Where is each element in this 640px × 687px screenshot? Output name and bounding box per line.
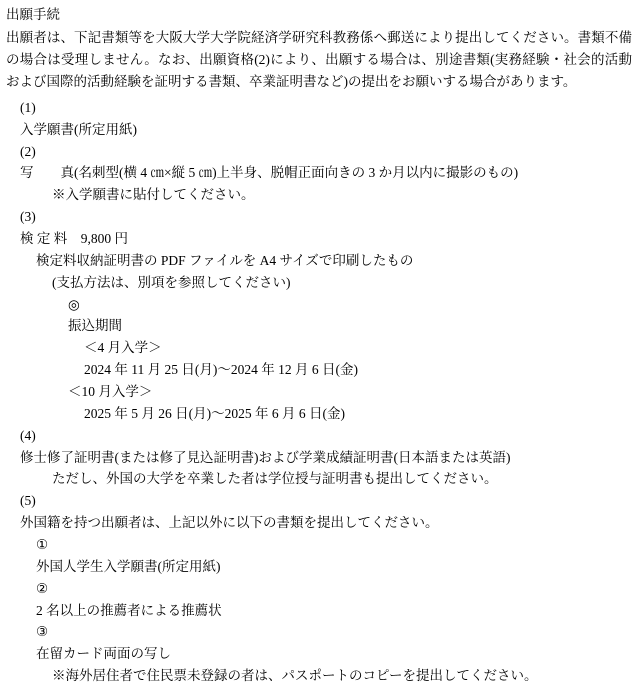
list-item-text: ※海外居住者で住民票未登録の者は、パスポートのコピーを提出してください。: [52, 668, 538, 684]
list-item-marker: (5): [20, 493, 36, 509]
list-item-marker: (3): [20, 209, 36, 225]
list-item-marker: (4): [20, 427, 36, 443]
list-item-text: 修士修了証明書(または修了見込証明書)および学業成績証明書(日本語または英語): [20, 449, 511, 465]
list-item: [6, 468, 632, 490]
list-item-text: 検 定 料 9,800 円: [20, 230, 128, 246]
list-item: [6, 141, 632, 185]
list-item-marker: ③: [36, 624, 49, 640]
list-item: [6, 294, 632, 338]
list-item-text: ※入学願書に貼付してください。: [52, 187, 255, 203]
list-item-text: 2024 年 11 月 25 日(月)〜2024 年 12 月 6 日(金): [84, 362, 358, 378]
application-items-list: [6, 97, 632, 687]
list-item: [6, 578, 632, 622]
list-item-text: 2 名以上の推薦者による推薦状: [36, 602, 222, 618]
list-item-text: 外国籍を持つ出願者は、上記以外に以下の書類を提出してください。: [20, 515, 439, 531]
list-item: [6, 206, 632, 250]
list-item: [6, 665, 632, 687]
list-item-text: 写 真(名刺型(横 4 ㎝×縦 5 ㎝)上半身、脱帽正面向きの 3 か月以内に撮影のもの): [20, 165, 519, 181]
list-item-text: 2025 年 5 月 26 日(月)〜2025 年 6 月 6 日(金): [84, 405, 345, 421]
list-item-marker: ②: [36, 580, 49, 596]
list-item-text: 振込期間: [68, 318, 122, 334]
list-item: [6, 490, 632, 534]
list-item-text: ＜10 月入学＞: [68, 383, 153, 399]
list-item-marker: ◎: [68, 296, 80, 312]
list-item: [6, 359, 632, 381]
list-item-text: 検定料収納証明書の PDF ファイルを A4 サイズで印刷したもの: [36, 252, 414, 268]
list-item: [6, 337, 632, 359]
list-item-marker: (1): [20, 99, 36, 115]
intro-paragraph: 出願者は、下記書類等を大阪大学大学院経済学研究科教務係へ郵送により提出してください。書類不備の場合は受理しません。なお、出願資格(2)により、出願する場合は、別途書類(実務経験・社会的活動および国際的活動経験を証明する書類、卒業証明書など)の提出をお願いする場合があります。: [6, 30, 632, 89]
list-item-text: (支払方法は、別項を参照してください): [52, 274, 291, 290]
list-item: [6, 403, 632, 425]
list-item-text: 在留カード両面の写し: [36, 646, 171, 662]
list-item-text: 外国人学生入学願書(所定用紙): [36, 558, 221, 574]
list-item-text: ＜4 月入学＞: [84, 340, 162, 356]
list-item: [6, 381, 632, 403]
list-item: [6, 425, 632, 469]
page-title: 出願手続: [6, 7, 60, 22]
list-item-marker: ①: [36, 536, 49, 552]
list-item: [6, 534, 632, 578]
list-item: [6, 621, 632, 665]
list-item-marker: (2): [20, 143, 36, 159]
list-item: [6, 250, 632, 272]
list-item-text: 入学願書(所定用紙): [20, 121, 137, 137]
list-item: [6, 184, 632, 206]
list-item-text: ただし、外国の大学を卒業した者は学位授与証明書も提出してください。: [52, 471, 498, 487]
list-item: [6, 272, 632, 294]
list-item: [6, 97, 632, 141]
